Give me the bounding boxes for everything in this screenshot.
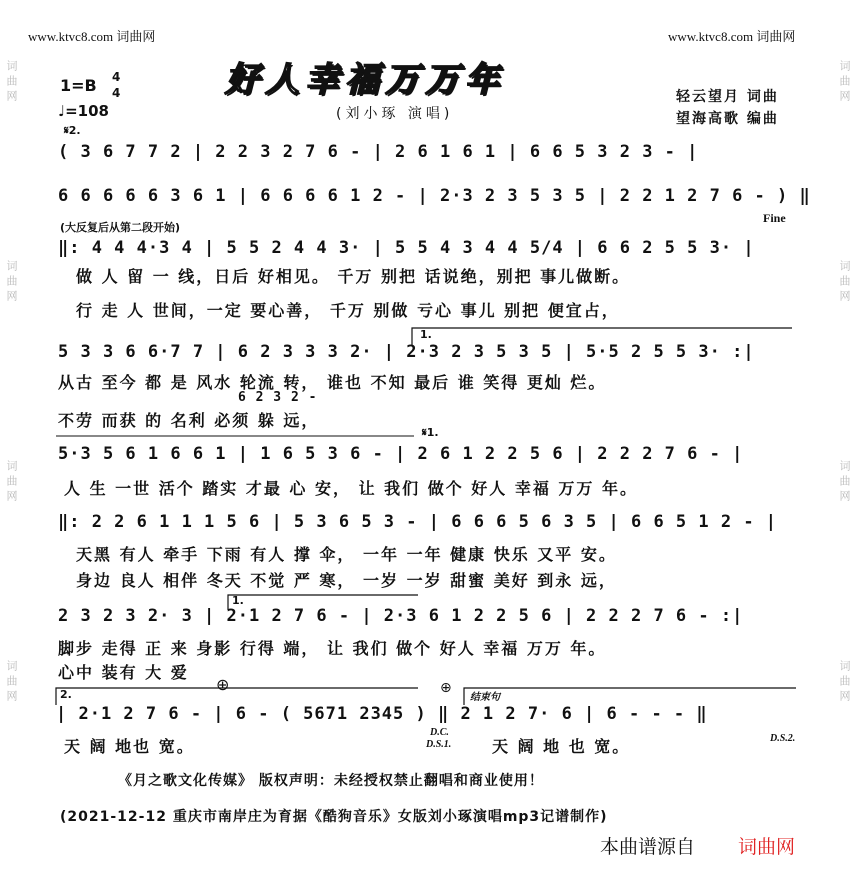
score-line-6: ‖: 2 2 6 1 1 1 5 6 | 5 3 6 5 3 - | 6 6 6 5 6 3 5 | 6 6 5 1 2 - | (58, 512, 778, 532)
score-line-8: | 2·1 2 7 6 - | 6 - ( 5671 2345 ) ‖ 2 1 2 7· 6 | 6 - - - ‖ (56, 704, 708, 724)
coda-icon: ⊕ (216, 675, 230, 694)
watermark-left-3: 词曲网 (5, 460, 17, 505)
alternate-notes-4: 6 2 3 2 - (238, 390, 318, 405)
source-label: 本曲谱源自 (600, 836, 696, 858)
volta-1-top: 1. (420, 328, 432, 341)
segno-1-mark: 𝄋1. (422, 426, 439, 439)
watermark-left-4: 词曲网 (5, 660, 17, 705)
score-line-3: ‖: 4 4 4·3 4 | 5 5 2 4 4 3· | 5 5 4 3 4 4 5/4 | 6 6 2 5 5 3· | (58, 238, 755, 258)
lyric-line-6b: 身边 良人 相伴 冬天 不觉 严 寒， 一岁 一岁 甜蜜 美好 到永 远， (76, 571, 617, 590)
score-line-2: 6 6 6 6 6 3 6 1 | 6 6 6 6 1 2 - | 2·3 2 3 5 3 5 | 2 2 1 2 7 6 - ) ‖ (58, 186, 811, 206)
song-title: 好人幸福万万年 (225, 60, 505, 100)
tempo-mark: ♩=108 (58, 102, 109, 120)
lyric-line-3b: 行 走 人 世间，一定 要心善， 千万 别做 亏心 事儿 别把 便宜占， (76, 301, 620, 320)
score-line-1: ( 3 6 7 7 2 | 2 2 3 2 7 6 - | 2 6 1 6 1 | 6 6 5 3 2 3 - | (58, 142, 699, 162)
singer-subtitle: (刘小琢 演唱) (336, 106, 454, 122)
copyright-notice: 《月之歌文化传媒》 版权声明：未经授权禁止翻唱和商业使用！ (118, 773, 544, 789)
lyricist-credit: 轻云望月 词曲 (676, 89, 779, 105)
time-signature-top: 4 (112, 70, 121, 84)
transcription-note: (2021-12-12 重庆市南岸庄为育据《酷狗音乐》女版刘小琢演唱mp3记谱制作) (60, 809, 608, 825)
volta-1-second: 1. (232, 594, 244, 607)
segno-2-mark: 𝄋2. (64, 124, 81, 137)
dc-mark: D.C. (430, 727, 449, 738)
lyric-line-8a: 天 阔 地也 宽。 (64, 737, 195, 756)
fine-mark: Fine (763, 211, 786, 225)
watermark-left: 词曲网 (5, 60, 17, 105)
watermark-right-3: 词曲网 (838, 460, 850, 505)
key-signature: 1=B (60, 76, 97, 95)
arranger-credit: 望海高歌 编曲 (676, 111, 779, 127)
ds1-mark: D.S.1. (426, 739, 452, 750)
ds2-mark: D.S.2. (770, 733, 796, 744)
lyric-line-7b: 心中 装有 大 爱 (58, 663, 189, 682)
watermark-right: 词曲网 (838, 60, 850, 105)
score-line-4: 5 3 3 6 6·7 7 | 6 2 3 3 3 2· | 2·3 2 3 5 3 5 | 5·5 2 5 5 3· :| (58, 342, 755, 362)
lyric-line-7a: 脚步 走得 正 来 身影 行得 端， 让 我们 做个 好人 幸福 万万 年。 (58, 639, 607, 658)
coda-icon-2: ⊕ (440, 680, 452, 696)
lyric-line-3a: 做 人 留 一 线，日后 好相见。 千万 别把 话说绝，别把 事儿做断。 (76, 267, 631, 286)
watermark-right-4: 词曲网 (838, 660, 850, 705)
lyric-line-5: 人 生 一世 活个 踏实 才最 心 安， 让 我们 做个 好人 幸福 万万 年。 (64, 479, 638, 498)
score-line-7: 2 3 2 3 2· 3 | 2·1 2 7 6 - | 2·3 6 1 2 2 5 6 | 2 2 2 7 6 - :| (58, 606, 744, 626)
ending-label: 结束句 (470, 692, 500, 703)
time-signature-bottom: 4 (112, 86, 121, 100)
lyric-line-6a: 天黑 有人 牵手 下雨 有人 撑 伞， 一年 一年 健康 快乐 又平 安。 (76, 545, 617, 564)
volta-2-mark: 2. (60, 688, 72, 701)
repeat-instruction: (大反复后从第二段开始) (60, 221, 181, 234)
site-label-right[interactable]: www.ktvc8.com 词曲网 (668, 29, 796, 44)
score-line-5: 5·3 5 6 1 6 6 1 | 1 6 5 3 6 - | 2 6 1 2 2 5 6 | 2 2 2 7 6 - | (58, 444, 744, 464)
lyric-line-8b: 天 阔 地 也 宽。 (492, 737, 631, 756)
watermark-left-2: 词曲网 (5, 260, 17, 305)
lyric-line-4a: 从古 至今 都 是 风水 轮流 转， 谁也 不知 最后 谁 笑得 更灿 烂。 (58, 373, 607, 392)
site-label-left[interactable]: www.ktvc8.com 词曲网 (28, 29, 156, 44)
lyric-line-4b: 不劳 而获 的 名利 必须 躲 远， (58, 411, 320, 430)
watermark-right-2: 词曲网 (838, 260, 850, 305)
source-site-link[interactable]: 词曲网 (738, 836, 796, 858)
